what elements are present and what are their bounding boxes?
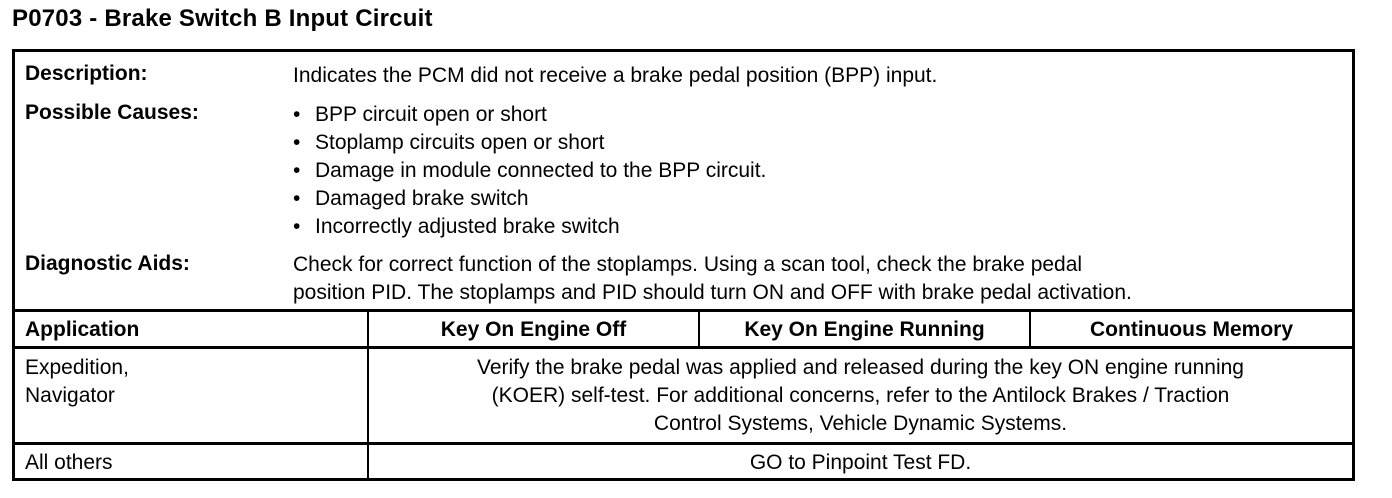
action-line: Verify the brake pedal was applied and released during the key ON engine running bbox=[476, 356, 1244, 379]
header-divider bbox=[15, 346, 1352, 349]
application-line: Expedition, bbox=[25, 356, 129, 379]
header-continuous-memory: Continuous Memory bbox=[1090, 318, 1293, 341]
action-line: (KOER) self-test. For additional concerns, refer to the Antilock Brakes / Traction bbox=[491, 384, 1230, 407]
cause-item bbox=[293, 185, 766, 213]
diagnostic-aids-label: Diagnostic Aids: bbox=[25, 252, 190, 275]
action-line: Control Systems, Vehicle Dynamic Systems. bbox=[653, 412, 1068, 435]
bullet-icon: • bbox=[293, 103, 301, 126]
diagnostic-aids-text bbox=[293, 251, 1132, 307]
table-row-application bbox=[25, 354, 129, 410]
cause-item bbox=[293, 129, 766, 157]
cause-text: Incorrectly adjusted brake switch bbox=[315, 215, 620, 238]
possible-causes-label: Possible Causes: bbox=[25, 101, 199, 124]
bullet-icon: • bbox=[293, 131, 301, 154]
description-text: Indicates the PCM did not receive a brake pedal position (BPP) input. bbox=[293, 64, 938, 87]
description-label: Description: bbox=[25, 62, 148, 85]
row-divider bbox=[15, 442, 1352, 445]
header-koeo: Key On Engine Off bbox=[440, 318, 627, 341]
cause-text: Damaged brake switch bbox=[315, 187, 529, 210]
cause-text: BPP circuit open or short bbox=[315, 103, 547, 126]
cause-text: Damage in module connected to the BPP circuit. bbox=[315, 159, 767, 182]
action-line: GO to Pinpoint Test FD. bbox=[749, 451, 972, 474]
application-line: All others bbox=[25, 451, 113, 474]
diagnostic-table bbox=[12, 49, 1355, 481]
table-row-application bbox=[25, 449, 113, 477]
bullet-icon: • bbox=[293, 215, 301, 238]
cause-item bbox=[293, 157, 766, 185]
page-title: P0703 - Brake Switch B Input Circuit bbox=[12, 5, 433, 32]
cause-text: Stoplamp circuits open or short bbox=[315, 131, 605, 154]
header-koer: Key On Engine Running bbox=[744, 318, 985, 341]
diagnostic-aids-line: position PID. The stoplamps and PID should turn ON and OFF with brake pedal activation. bbox=[293, 281, 1132, 304]
table-row-action bbox=[369, 354, 1352, 438]
bullet-icon: • bbox=[293, 159, 301, 182]
table-row-action bbox=[369, 449, 1352, 477]
bullet-icon: • bbox=[293, 187, 301, 210]
diagnostic-aids-line: Check for correct function of the stoplamps. Using a scan tool, check the brake pedal bbox=[293, 253, 1083, 276]
header-application: Application bbox=[25, 318, 140, 341]
table-top-divider bbox=[15, 309, 1352, 312]
possible-causes-list bbox=[293, 101, 766, 241]
cause-item bbox=[293, 101, 766, 129]
cause-item bbox=[293, 213, 766, 241]
application-line: Navigator bbox=[25, 384, 115, 407]
